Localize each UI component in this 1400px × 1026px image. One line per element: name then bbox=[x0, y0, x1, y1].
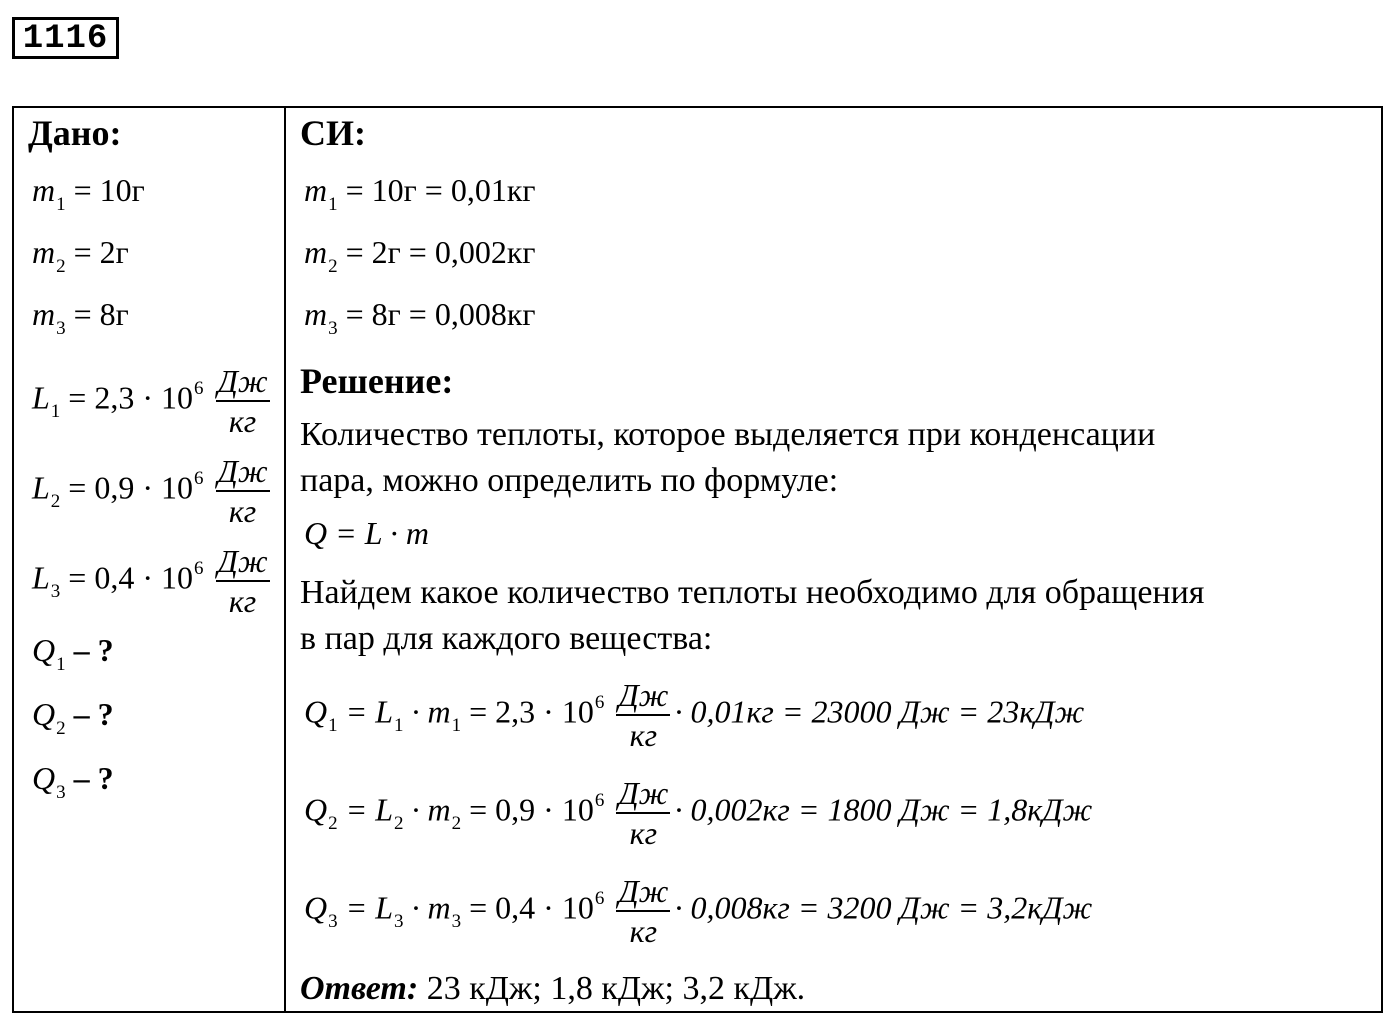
solution-text-line: пара, можно определить по формуле: bbox=[300, 462, 839, 499]
unknown-Q1: $Q_1$ – ? bbox=[32, 632, 114, 675]
unit-fraction: $\frac{Дж}{кг}$ bbox=[618, 873, 669, 949]
solution-heading: Решение: bbox=[300, 361, 454, 401]
solution-text-line: в пар для каждого вещества: bbox=[300, 620, 713, 657]
solution-text-line: Найдем какое количество теплоты необходимо для обращения bbox=[300, 574, 1205, 611]
unknown-Q3: $Q_3$ – ? bbox=[32, 760, 114, 803]
answer-text: 23 кДж; 1,8 кДж; 3,2 кДж. bbox=[418, 970, 806, 1007]
equation-Q2: $Q_2 = L_2 \cdot m_2 = 0,9 \cdot 10^6$ $\frac{Дж}{кг}$ · 0,002кг = 1800 Дж = 1,8кДж bbox=[304, 775, 1093, 851]
solution-text-line: Количество теплоты, которое выделяется при конденсации bbox=[300, 416, 1156, 453]
unknown-Q2: $Q_2$ – ? bbox=[32, 696, 114, 739]
equation-Q3: $Q_3 = L_3 \cdot m_3 = 0,4 \cdot 10^6$ $\frac{Дж}{кг}$ · 0,008кг = 3200 Дж = 3,2кДж bbox=[304, 873, 1093, 949]
si-heading: СИ: bbox=[300, 113, 366, 153]
unit-fraction: $\frac{Дж}{кг}$ bbox=[618, 775, 669, 851]
si-m2: $m_2 = 2г = 0,002кг$ bbox=[304, 234, 536, 277]
given-heading: Дано: bbox=[28, 113, 122, 153]
si-m3: $m_3 = 8г = 0,008кг$ bbox=[304, 296, 536, 339]
equation-Q1: $Q_1 = L_1 \cdot m_1 = 2,3 \cdot 10^6$ $\frac{Дж}{кг}$ · 0,01кг = 23000 Дж = 23кДж bbox=[304, 677, 1085, 753]
si-m1: $m_1 = 10г = 0,01кг$ bbox=[304, 172, 536, 215]
base-formula: Q = L · m bbox=[304, 515, 430, 551]
problem-number: 1116 bbox=[12, 17, 119, 59]
given-m2: $m_2 = 2г$ bbox=[32, 234, 129, 277]
answer-label: Ответ: bbox=[300, 970, 419, 1007]
answer-line bbox=[300, 970, 805, 1008]
given-m1: $m_1 = 10г$ bbox=[32, 172, 145, 215]
unit-fraction: $\frac{Дж}{кг}$ bbox=[217, 453, 268, 529]
unit-fraction: $\frac{Дж}{кг}$ bbox=[618, 677, 669, 753]
given-L3: $L_3 = 0,4 \cdot 10^6$ $\frac{Дж}{кг}$ bbox=[32, 543, 268, 619]
given-m3: $m_3 = 8г$ bbox=[32, 296, 129, 339]
unit-fraction: $\frac{Дж}{кг}$ bbox=[217, 363, 268, 439]
unit-fraction: $\frac{Дж}{кг}$ bbox=[217, 543, 268, 619]
given-L1: $L_1 = 2,3 \cdot 10^6$ $\frac{Дж}{кг}$ bbox=[32, 363, 268, 439]
given-L2: $L_2 = 0,9 \cdot 10^6$ $\frac{Дж}{кг}$ bbox=[32, 453, 268, 529]
column-divider bbox=[284, 106, 286, 1013]
